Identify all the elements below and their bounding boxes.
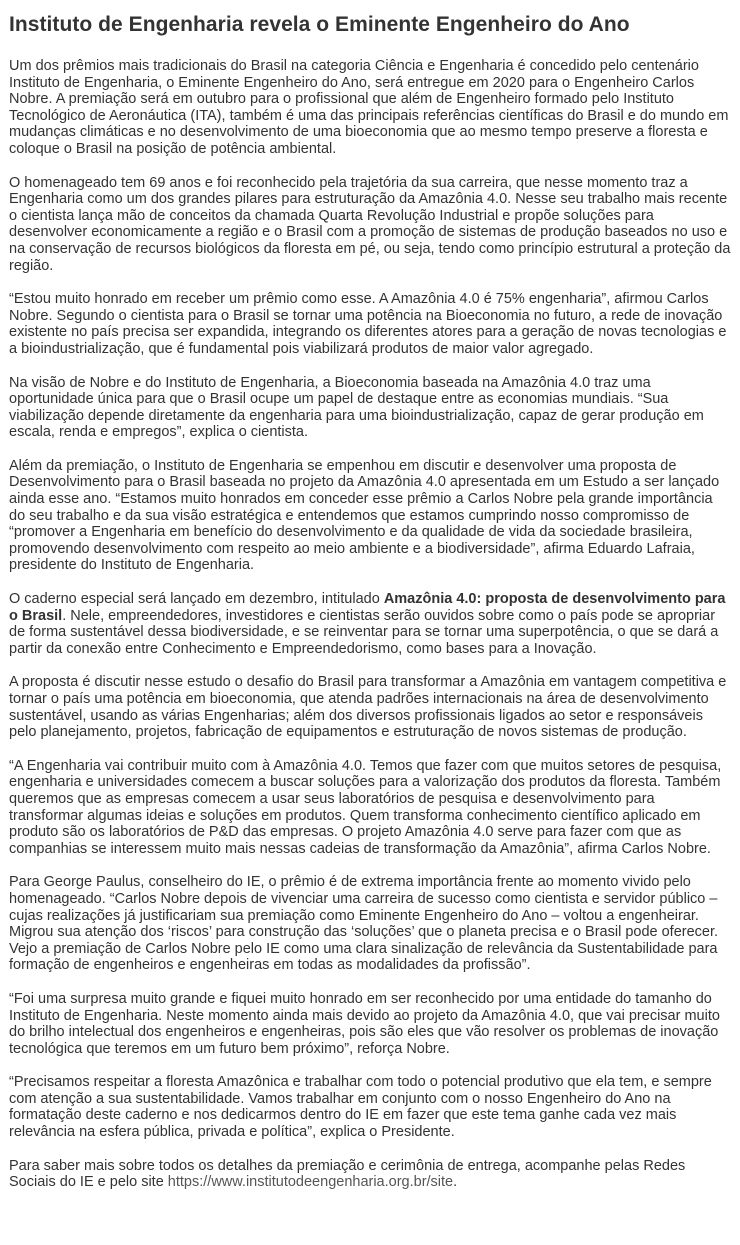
paragraph: Para George Paulus, conselheiro do IE, o prêmio é de extrema importância frente ao momento vivido pelo homenageado. “Carlos Nobre depois de vivenciar uma carreira de sucesso como cientista e servidor público – cujas realizações já justificariam sua premiação como Eminente Engenheiro do Ano – voltou a engenheirar. Migrou sua atenção dos ‘riscos’ para construção das ‘soluções’ que o planeta precisa e o Brasil pode oferecer. Vejo a premiação de Carlos Nobre pelo IE como uma clara sinalização de relevância da Sustentabilidade para formação de engenheiros e engenheiras em todas as modalidades da profissão”.	[9, 874, 719, 974]
institute-site-link[interactable]: https://www.institutodeengenharia.org.br/site	[167, 1174, 454, 1191]
closing-text-after: .	[453, 1174, 458, 1191]
paragraph: Um dos prêmios mais tradicionais do Brasil na categoria Ciência e Engenharia é concedido pelo centenário Instituto de Engenharia, o Eminente Engenheiro do Ano, será entregue em 2020 para o Engenheiro Carlos Nobre. A premiação será em outubro para o profissional que além de Engenheiro formado pelo Instituto Tecnológico de Aeronáutica (ITA), também é uma das principais referências científicas do Brasil e do mundo em mudanças climáticas e no desenvolvimento de uma bioeconomia que ao mesmo tempo preserve a floresta e coloque o Brasil na posição de potência ambiental.	[9, 58, 729, 157]
paragraph: “A Engenharia vai contribuir muito com à Amazônia 4.0. Temos que fazer com que muitos setores de pesquisa, engenharia e universidades comecem a buscar soluções para a valorização dos produtos da floresta. Também queremos que as empresas comecem a usar seus laboratórios de pesquisa e desenvolvimento para transformar algumas ideias e soluções em produtos. Quem transforma conhecimento científico aplicado em produto são os laboratórios de P&D das empresas. O projeto Amazônia 4.0 serve para fazer com que as companhias se interessem muito mais nessas cadeias de transformação da Amazônia”, afirma Carlos Nobre.	[9, 757, 722, 857]
paragraph: O homenageado tem 69 anos e foi reconhecido pela trajetória da sua carreira, que nesse momento traz a Engenharia como um dos grandes pilares para estruturação da Amazônia 4.0. Nesse seu trabalho mais recente o cientista lança mão de conceitos da chamada Quarta Revolução Industrial e propõe soluções para desenvolver economicamente a região e o Brasil com a promoção de sistemas de produção baseados no uso e na conservação de recursos biológicos da floresta em pé, ou seja, tendo como princípio estrutural a proteção da região.	[9, 174, 731, 274]
paragraph: “Foi uma surpresa muito grande e fiquei muito honrado em ser reconhecido por uma entidade do tamanho do Instituto de Engenharia. Neste momento ainda mais devido ao projeto da Amazônia 4.0, que vai precisar muito do brilho intelectual dos engenheiros e engenheiras, pois são eles que vão resolver os problemas de inovação tecnológica que teremos em um futuro bem próximo”, reforça Nobre.	[9, 990, 720, 1057]
paragraph: “Estou muito honrado em receber um prêmio como esse. A Amazônia 4.0 é 75% engenharia”, afirmou Carlos Nobre. Segundo o cientista para o Brasil se tornar uma potência na Bioeconomia no futuro, a rede de inovação existente no país precisa ser expandida, integrando os diferentes atores para a geração de novas tecnologias e a bioindustrialização, que é fundamental pois viabilizará produtos de maior valor agregado.	[9, 291, 727, 357]
paragraph-closing	[9, 1158, 732, 1191]
paragraph: Na visão de Nobre e do Instituto de Engenharia, a Bioeconomia baseada na Amazônia 4.0 traz uma oportunidade única para que o Brasil ocupe um papel de destaque entre as economias mundiais. “Sua viabilização depende diretamente da engenharia para uma bioindustrialização, capaz de gerar produção em escala, renda e empregos”, explica o cientista.	[9, 374, 704, 441]
caderno-title-bold: Amazônia 4.0: proposta de desenvolvimento para o Brasil	[9, 591, 726, 624]
paragraph: “Precisamos respeitar a floresta Amazônica e trabalhar com todo o potencial produtivo que ela tem, e sempre com atenção a sua sustentabilidade. Vamos trabalhar em conjunto com o nosso Engenheiro do Ano na formatação deste caderno e nos dedicarmos dentro do IE em fazer que este tema ganhe cada vez mais relevância na esfera pública, privada e política”, explica o Presidente.	[9, 1074, 712, 1141]
paragraph-caderno	[9, 591, 732, 657]
article-title: Instituto de Engenharia revela o Eminente Engenheiro do Ano	[9, 13, 630, 36]
closing-text-before: Para saber mais sobre todos os detalhes da premiação e cerimônia de entrega, acompanhe pelas Redes Sociais do IE e pelo site	[9, 1157, 686, 1191]
paragraph: Além da premiação, o Instituto de Engenharia se empenhou em discutir e desenvolver uma proposta de Desenvolvimento para o Brasil baseada no projeto da Amazônia 4.0 apresentada em um Estudo a ser lançado ainda esse ano. “Estamos muito honrados em conceder esse prêmio a Carlos Nobre pela grande importância do seu trabalho e da sua visão estratégica e entendemos que estamos cumprindo nosso compromisso de “promover a Engenharia em benefício do desenvolvimento e da qualidade de vida da sociedade brasileira, promovendo desenvolvimento com respeito ao meio ambiente e a biodiversidade”, afirma Eduardo Lafraia, presidente do Instituto de Engenharia.	[9, 457, 720, 574]
paragraph: A proposta é discutir nesse estudo o desafio do Brasil para transformar a Amazônia em vantagem competitiva e tornar o país uma potência em bioeconomia, que atenda padrões internacionais na área de desenvolvimento sustentável, usando as várias Engenharias; além dos diversos profissionais ligados ao setor e responsáveis pelo planejamento, projetos, fabricação de equipamentos e estruturação de novos sistemas de produção.	[9, 674, 727, 741]
caderno-text-after: . Nele, empreendedores, investidores e cientistas serão ouvidos sobre como o país pode se apropriar de forma sustentável dessa biodiversidade, e se reinventar para se tornar uma superpotência, o que se dará a partir da conexão entre Conhecimento e Empreendedorismo, como bases para a Inovação.	[9, 607, 719, 657]
caderno-text-before: O caderno especial será lançado em dezembro, intitulado	[9, 591, 384, 608]
